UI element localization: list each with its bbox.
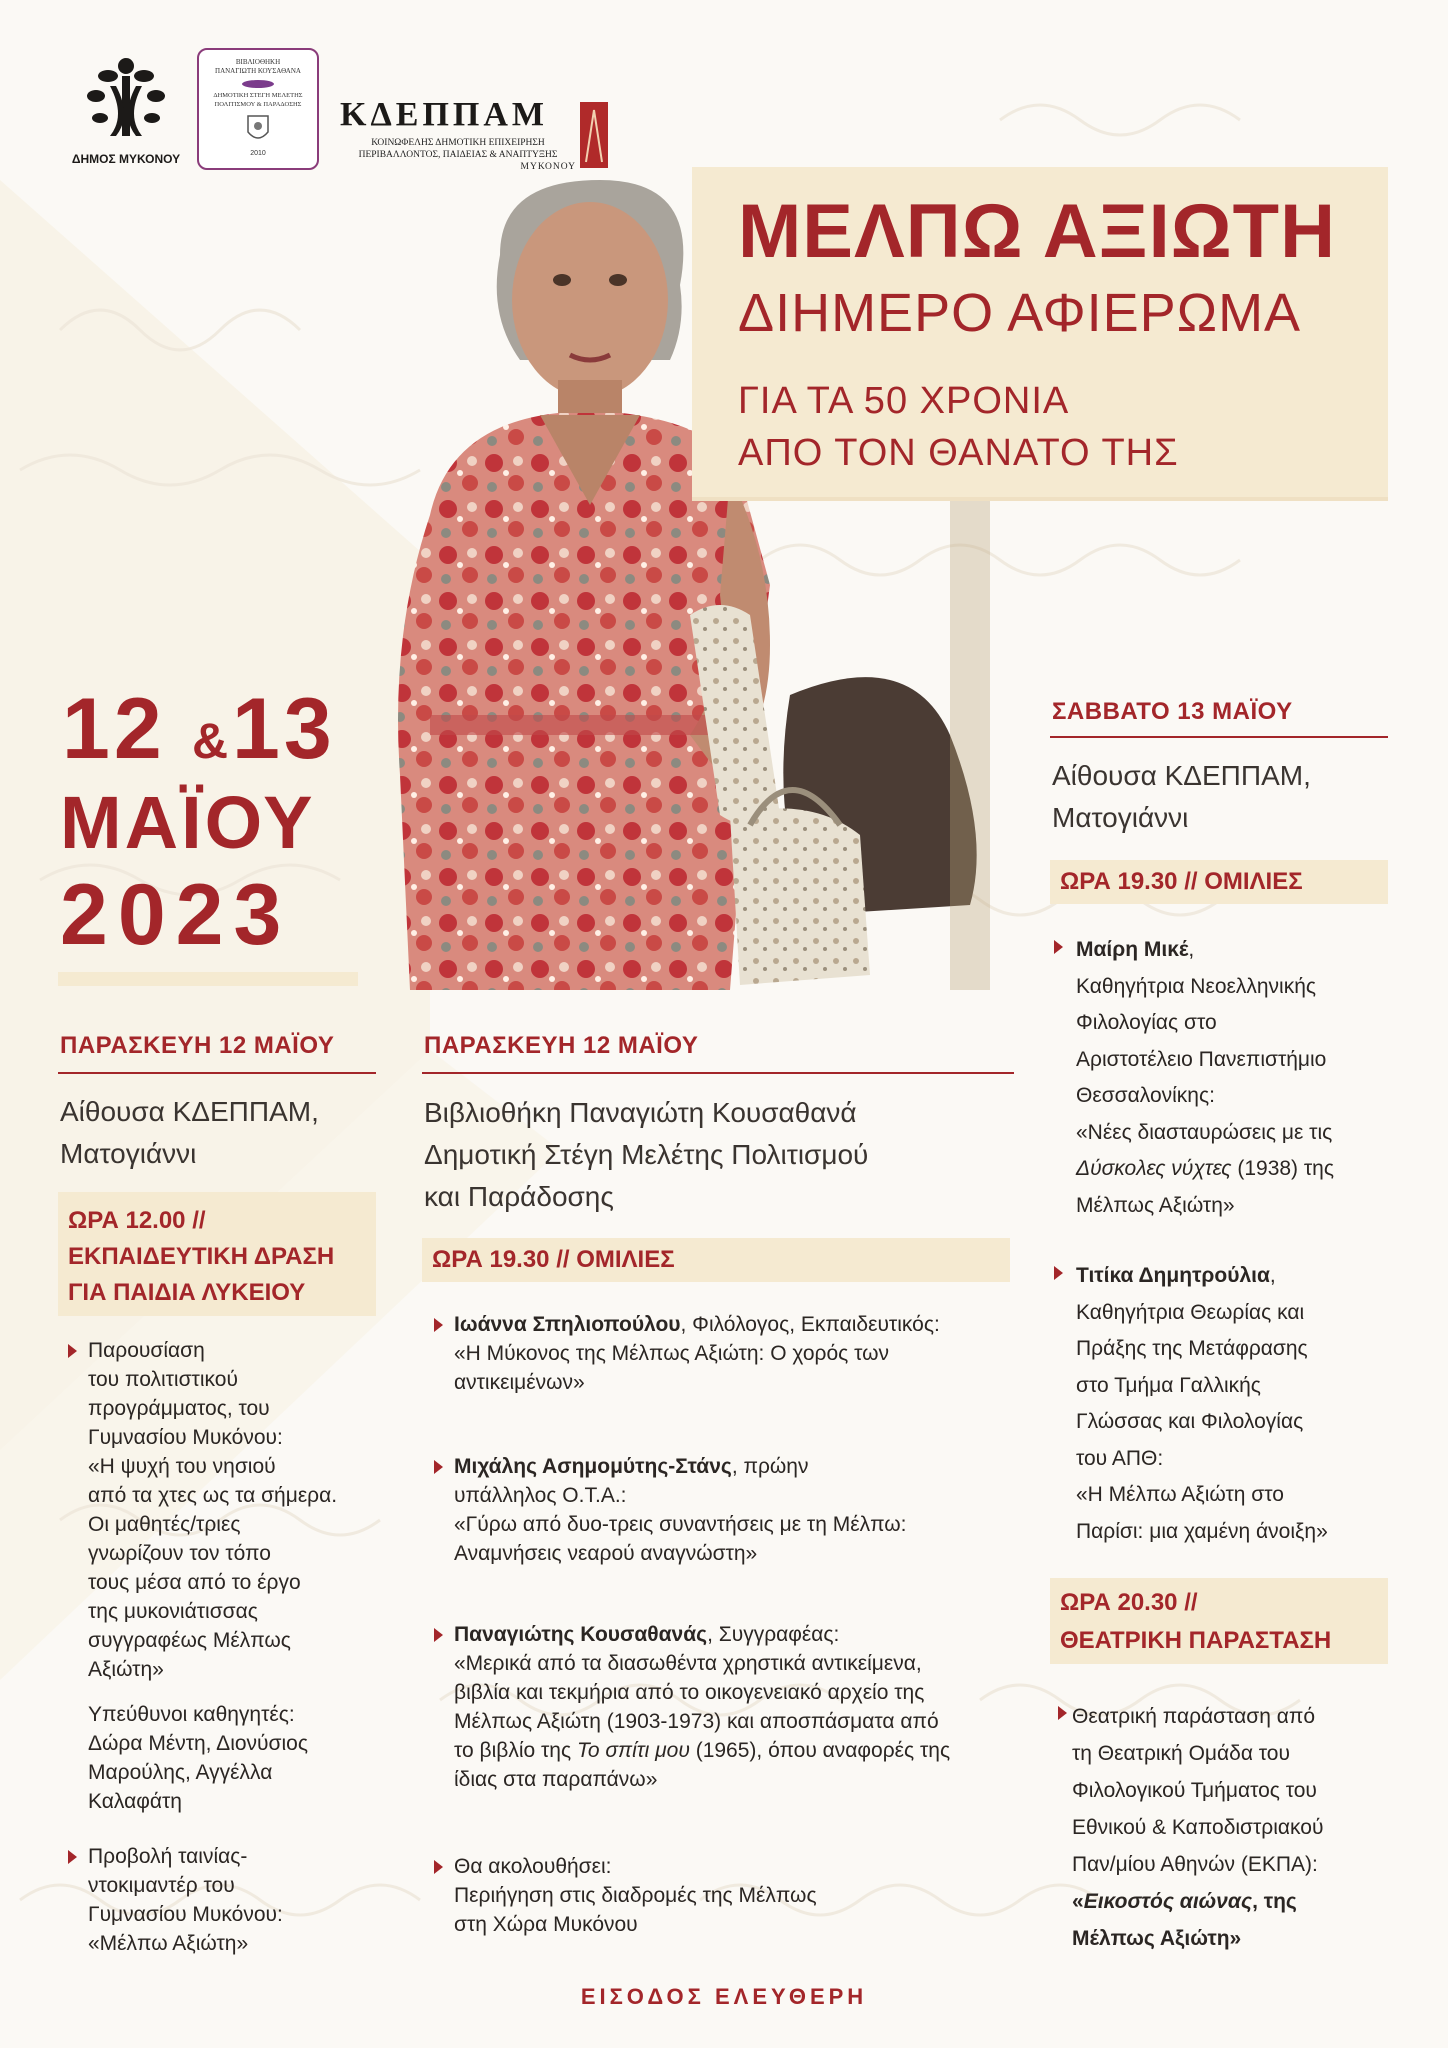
left-item1-line: Οι μαθητές/τριες [88, 1513, 241, 1536]
middle-talk3 [454, 1620, 1034, 1794]
speaker-name: Μιχάλης Ασημομύτης-Στάνς [454, 1455, 732, 1478]
talk-line: Θεσσαλονίκης: [1076, 1084, 1215, 1107]
library-line: ΔΗΜΟΤΙΚΗ ΣΤΕΓΗ ΜΕΛΕΤΗΣ [213, 92, 303, 99]
date-day1: 12 [62, 681, 166, 777]
middle-follow [454, 1852, 1014, 1939]
talk-title-line: Μέλπως Αξιώτη (1903-1973) και αποσπάσματα από [454, 1710, 939, 1733]
divider [422, 1072, 1014, 1074]
library-line: ΠΑΝΑΓΙΩΤΗ ΚΟΥΣΑΘΑΝΑ [215, 67, 301, 75]
bullet-icon [434, 1860, 443, 1874]
talk-title-line: «Η Μύκονος της Μέλπως Αξιώτη: Ο χορός των [454, 1342, 889, 1365]
date-underline [58, 972, 358, 986]
bullet-icon [68, 1850, 77, 1864]
left-heading: ΠΑΡΑΣΚΕΥΗ 12 ΜΑΪΟΥ [60, 1032, 335, 1059]
speaker-role: , Συγγραφέας: [707, 1623, 840, 1646]
talk-line: Γλώσσας και Φιλολογίας [1076, 1410, 1304, 1433]
left-item1-line: συγγραφέως Μέλπως [88, 1629, 291, 1652]
talk-line: στο Τμήμα Γαλλικής [1076, 1373, 1261, 1397]
right-play [1072, 1698, 1402, 1957]
left-teachers-line: Δώρα Μέντη, Διονύσιος [88, 1732, 308, 1755]
dimos-label: ΔΗΜΟΣ ΜΥΚΟΝΟΥ [71, 152, 181, 166]
left-item1 [88, 1336, 337, 1684]
talk-title-part: (1938) της [1231, 1157, 1334, 1180]
talk-line: Παρίσι: μια χαμένη άνοιξη» [1076, 1519, 1328, 1543]
left-item1-line: Γυμνασίου Μυκόνου: [88, 1426, 283, 1449]
lyre-emblem-icon [66, 46, 186, 146]
left-time-line: ΕΚΠΑΙΔΕΥΤΙΚΗ ΔΡΑΣΗ [68, 1243, 335, 1270]
talk-line: Καθηγήτρια Θεωρίας και [1076, 1300, 1305, 1324]
left-item1-line: γνωρίζουν τον τόπο [88, 1542, 271, 1565]
kdeppam-logo [340, 96, 610, 176]
right-time1: ΩΡΑ 19.30 // ΟΜΙΛΙΕΣ [1050, 860, 1388, 904]
speaker-name: Τιτίκα Δημητρούλια [1076, 1264, 1270, 1287]
middle-venue-line: και Παράδοσης [424, 1181, 614, 1212]
left-time-block [68, 1203, 334, 1311]
left-item2-line: ντοκιμαντέρ του [88, 1874, 235, 1897]
talk-line: «Η Μέλπω Αξιώτη στο [1076, 1483, 1284, 1506]
follow-line: Περιήγηση στις διαδρομές της Μέλπως [454, 1884, 817, 1907]
library-line: ΒΙΒΛΙΟΘΗΚΗ [235, 58, 281, 66]
left-venue-line: Αίθουσα ΚΔΕΠΠΑΜ, [60, 1096, 319, 1127]
library-logo [197, 48, 319, 170]
talk-title-part: (1965), όπου αναφορές της [689, 1739, 951, 1762]
play-line: Θεατρική παράσταση από [1072, 1705, 1316, 1728]
kdeppam-emblem-icon [580, 102, 608, 168]
talk-title-line: «Γύρω από δυο-τρεις συναντήσεις με τη Μέλπω: [454, 1513, 907, 1536]
bullet-icon [434, 1460, 443, 1474]
book-title: Το σπίτι μου [576, 1739, 690, 1762]
kdeppam-title: ΚΔΕΠΠΑΜ [340, 96, 548, 133]
left-item1-line: Αξιώτη» [88, 1658, 164, 1681]
talk-line: Αριστοτέλειο Πανεπιστήμιο [1076, 1047, 1327, 1071]
play-title-part: « [1072, 1890, 1084, 1913]
play-line: Παν/μίου Αθηνών (ΕΚΠΑ): [1072, 1853, 1318, 1876]
talk-title-line: «Μερικά από τα διασωθέντα χρηστικά αντικείμενα, [454, 1652, 922, 1675]
kdeppam-line: ΠΕΡΙΒΑΛΛΟΝΤΟΣ, ΠΑΙΔΕΙΑΣ & ΑΝΑΠΤΥΞΗΣ [358, 150, 558, 160]
play-title-part: Μέλπως Αξιώτη» [1072, 1927, 1242, 1950]
bullet-icon [434, 1318, 443, 1332]
middle-venue-line: Δημοτική Στέγη Μελέτης Πολιτισμού [424, 1139, 869, 1170]
left-teachers-line: Μαρούλης, Αγγέλλα [88, 1761, 273, 1784]
library-year: 2010 [250, 150, 266, 157]
date-day2: 13 [232, 681, 336, 777]
play-title: Εικοστός αιώνας [1083, 1890, 1253, 1913]
bullet-icon [68, 1344, 77, 1358]
bullet-icon [434, 1628, 443, 1642]
right-venue-line: Ματογιάννι [1052, 802, 1189, 833]
middle-talk2 [454, 1452, 1014, 1568]
date-amp: & [192, 713, 229, 769]
bullet-icon [1054, 1266, 1063, 1280]
left-teachers [88, 1700, 308, 1816]
library-line: ΠΟΛΙΤΙΣΜΟΥ & ΠΑΡΑΔΟΣΗΣ [214, 101, 302, 108]
left-item1-line: της μυκονιάτισσας [88, 1600, 258, 1623]
speaker-comma: , [1269, 1264, 1276, 1287]
page-title: ΜΕΛΠΩ ΑΞΙΩΤΗ [738, 189, 1336, 274]
book-title: Δύσκολες νύχτες [1076, 1157, 1232, 1180]
kdeppam-line: ΜΥΚΟΝΟΥ [520, 162, 576, 172]
right-talk2 [1076, 1258, 1396, 1550]
right-time2-band [1050, 1578, 1388, 1664]
follow-line: Θα ακολουθήσει: [454, 1855, 612, 1878]
talk-title-line: ίδιας στα παραπάνω» [454, 1768, 658, 1791]
talk-title-line: βιβλία και τεκμήρια από το οικογενειακό αρχείο της [454, 1681, 925, 1704]
talk-line: του ΑΠΘ: [1076, 1446, 1164, 1470]
play-line: Φιλολογικού Τμήματος του [1072, 1779, 1317, 1802]
bullet-icon [1058, 1706, 1067, 1720]
left-item2 [88, 1842, 283, 1958]
kdeppam-line: ΚΟΙΝΩΦΕΛΗΣ ΔΗΜΟΤΙΚΗ ΕΠΙΧΕΙΡΗΣΗ [371, 138, 545, 148]
crest-icon [245, 114, 271, 146]
speaker-role-line: υπάλληλος Ο.Τ.Α.: [454, 1484, 627, 1507]
speaker-role: , Φιλόλογος, Εκπαιδευτικός: [680, 1313, 940, 1336]
left-time-line: ΩΡΑ 12.00 // [68, 1207, 206, 1234]
speaker-name: Παναγιώτης Κουσαθανάς [454, 1623, 708, 1646]
speaker-role: , πρώην [731, 1455, 809, 1478]
play-line: Εθνικού & Καποδιστριακού [1072, 1816, 1324, 1839]
book-icon [239, 78, 277, 90]
left-item1-line: προγράμματος, του [88, 1397, 270, 1420]
right-time2-line: ΘΕΑΤΡΙΚΗ ΠΑΡΑΣΤΑΣΗ [1060, 1627, 1332, 1654]
middle-heading: ΠΑΡΑΣΚΕΥΗ 12 ΜΑΪΟΥ [424, 1032, 699, 1059]
speaker-name: Ιωάννα Σπηλιοπούλου [454, 1313, 681, 1336]
follow-line: στη Χώρα Μυκόνου [454, 1913, 638, 1936]
left-item1-line: του πολιτιστικού [88, 1368, 238, 1391]
middle-time: ΩΡΑ 19.30 // ΟΜΙΛΙΕΣ [422, 1238, 1010, 1282]
talk-title-line: αντικειμένων» [454, 1371, 585, 1394]
talk-line: Μέλπως Αξιώτη» [1076, 1193, 1235, 1217]
date-month: ΜΑΪΟΥ [60, 781, 316, 864]
left-item2-line: Γυμνασίου Μυκόνου: [88, 1903, 283, 1926]
left-venue-line: Ματογιάννι [60, 1138, 197, 1169]
title-note-line: ΓΙΑ ΤΑ 50 ΧΡΟΝΙΑ [738, 380, 1070, 422]
right-venue-line: Αίθουσα ΚΔΕΠΠΑΜ, [1052, 760, 1311, 791]
right-talk1 [1076, 932, 1396, 1224]
left-item2-line: «Μέλπω Αξιώτη» [88, 1932, 249, 1955]
right-heading: ΣΑΒΒΑΤΟ 13 ΜΑΪΟΥ [1052, 698, 1293, 725]
left-item1-line: από τα χτες ως τα σήμερα. [88, 1484, 338, 1507]
footer-free-entry: ΕΙΣΟΔΟΣ ΕΛΕΥΘΕΡΗ [580, 1984, 868, 2009]
left-teachers-line: Υπεύθυνοι καθηγητές: [88, 1703, 295, 1726]
date-year: 2023 [60, 867, 292, 963]
right-time2-line: ΩΡΑ 20.30 // [1060, 1589, 1198, 1616]
dimos-mykonou-logo [66, 46, 186, 172]
page-subtitle: ΔΙΗΜΕΡΟ ΑΦΙΕΡΩΜΑ [738, 283, 1302, 343]
talk-line: Φιλολογίας στο [1076, 1011, 1217, 1034]
divider [1050, 736, 1388, 738]
speaker-comma: , [1188, 938, 1195, 961]
title-note-line: ΑΠΟ ΤΟΝ ΘΑΝΑΤΟ ΤΗΣ [738, 432, 1179, 474]
left-teachers-line: Καλαφάτη [88, 1790, 182, 1813]
talk-title-part: το βιβλίο της [454, 1739, 577, 1762]
talk-line: «Νέες διασταυρώσεις με τις [1076, 1120, 1333, 1144]
play-title-part: , της [1252, 1890, 1297, 1913]
left-item1-line: Παρουσίαση [88, 1339, 205, 1362]
left-item1-line: «Η ψυχή του νησιού [88, 1455, 276, 1478]
divider [58, 1072, 376, 1074]
left-item1-line: τους μέσα από το έργο [88, 1571, 301, 1594]
speaker-name: Μαίρη Μικέ [1076, 938, 1189, 961]
talk-line: Πράξης της Μετάφρασης [1076, 1337, 1308, 1360]
left-time-line: ΓΙΑ ΠΑΙΔΙΑ ΛΥΚΕΙΟΥ [68, 1279, 306, 1306]
talk-line: Καθηγήτρια Νεοελληνικής [1076, 974, 1317, 998]
bullet-icon [1054, 940, 1063, 954]
middle-venue-line: Βιβλιοθήκη Παναγιώτη Κουσαθανά [424, 1097, 857, 1128]
play-line: τη Θεατρική Ομάδα του [1072, 1742, 1290, 1765]
middle-talk1 [454, 1310, 1014, 1397]
talk-title-line: Αναμνήσεις νεαρού αναγνώστη» [454, 1542, 758, 1565]
left-item2-line: Προβολή ταινίας- [88, 1845, 248, 1868]
